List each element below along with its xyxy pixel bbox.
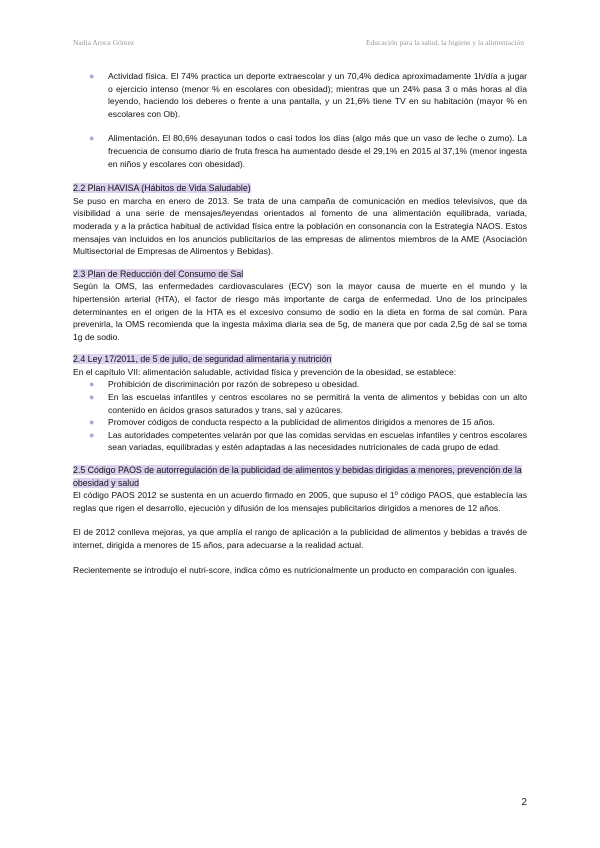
document-body — [73, 70, 527, 576]
bullet-text: Promover códigos de conducta respecto a la publicidad de alimentos dirigidos a menores de 15 años. — [108, 417, 495, 428]
bullet-icon: ● — [89, 392, 95, 403]
header-title: Educación para la salud, la higiene y la alimentación — [365, 38, 524, 47]
bullet-text: Actividad física. El 74% practica un deporte extraescolar y un 70,4% dedica aproximadamente 1h/día a jugar o ejercicio intenso (menor % en escolares con obesidad); mientras que un 24% pasa 3 o más horas al día leyendo, haciendo los deberes o frente a una pantalla, y un 21,6% tiene TV en su habitación (mayor % en escolares con Ob). — [108, 71, 527, 119]
section-text-havisa: Se puso en marcha en enero de 2013. Se trata de una campaña de comunicación en medios televisivos, que da visibilidad a una serie de mensajes/leyendas orientados al fomento de una alimentación equilibrada, variada, moderada y a la práctica habitual de actividad física entre la población en consonancia con la Estrategia NAOS. Estos mensajes van incluidos en los anuncios publicitarios de las empresas de alimentos miembros de la AME (Asociación Multisectorial de Empresas de Alimentos y Bebidas). — [73, 195, 527, 257]
header-author: Nadia Aroca Gómez — [73, 38, 135, 47]
section-text-salt: Según la OMS, las enfermedades cardiovasculares (ECV) son la mayor causa de muerte en el mundo y la hipertensión arterial (HTA), el factor de riesgo más importante de carga de enfermedad. Uno de los principales determinantes en el origen de la HTA es el excesivo consumo de sodio en la dieta en forma de sal común. Para prevenirla, la OMS recomienda que la ingesta máxima diaria sea de 5g, de manera que por cada 2,5g de sal se toma 1g de sodio. — [73, 281, 527, 342]
bullet-icon: ● — [89, 71, 95, 81]
top-bullet-list — [73, 70, 527, 170]
section-heading-block — [73, 268, 527, 281]
bullet-text: En las escuelas infantiles y centros escolares no se permitirá la venta de alimentos y bebidas con un alto contenido en ácidos grasos saturados y trans, sal y azúcares. — [108, 392, 527, 415]
bullet-text: Las autoridades competentes velarán por que las comidas servidas en escuelas infantiles y centros escolares sean variadas, equilibradas y estén adaptadas a las necesidades nutricionales de cada grupo de edad. — [108, 429, 527, 453]
section-heading-block — [73, 353, 527, 366]
section-heading-paos: 2.5 Código PAOS de autorregulación de la publicidad de alimentos y bebidas dirigidas a menores, prevención de la obesidad y salud — [73, 465, 522, 488]
section-heading-salt: 2.3 Plan de Reducción del Consumo de Sal — [73, 268, 244, 279]
law-bullet-list — [73, 378, 527, 454]
section-heading-havisa: 2.2 Plan HAVISA (Hábitos de Vida Saludable) — [73, 183, 251, 194]
section-intro-law: En el capítulo VII: alimentación saludable, actividad física y prevención de la obesidad, se establece: — [73, 366, 457, 377]
bullet-icon: ● — [89, 133, 95, 144]
section-heading-block — [73, 464, 527, 489]
bullet-text: Alimentación. El 80,6% desayunan todos o casi todos los días (algo más que un vaso de leche o zumo). La frecuencia de consumo diario de fruta fresca ha aumentado desde el 29,1% en 2015 al 37,1% (menor ingesta en niños y escolares con obesidad). — [108, 133, 527, 169]
page-number: 2 — [521, 797, 527, 808]
section-text-paos-1: El código PAOS 2012 se sustenta en un acuerdo firmado en 2005, que supuso el 1º código PAOS, que establecía las reglas que rigen el desarrollo, ejecución y difusión de los mensajes publicitarios dirigidos a menores de 12 años. — [73, 490, 527, 513]
section-heading-law: 2.4 Ley 17/2011, de 5 de julio, de seguridad alimentaria y nutrición — [73, 354, 332, 365]
list-item — [73, 132, 527, 170]
list-item — [73, 416, 527, 429]
section-text-paos-2: El de 2012 conlleva mejoras, ya que amplía el rango de aplicación a la publicidad de alimentos y bebidas a través de internet, dirigida a menores de 15 años, para adecuarse a la realidad actual. — [73, 527, 527, 550]
list-item — [73, 70, 527, 120]
bullet-icon: ● — [89, 429, 95, 440]
section-heading-block — [73, 182, 527, 195]
bullet-icon: ● — [89, 417, 95, 428]
section-text-paos-3: Recientemente se introdujo el nutri-score, indica cómo es nutricionalmente un producto en comparación con iguales. — [73, 564, 517, 575]
list-item — [73, 378, 527, 391]
bullet-icon: ● — [89, 379, 95, 390]
list-item — [73, 391, 527, 416]
bullet-text: Prohibición de discriminación por razón de sobrepeso u obesidad. — [108, 379, 360, 390]
list-item — [73, 429, 527, 454]
